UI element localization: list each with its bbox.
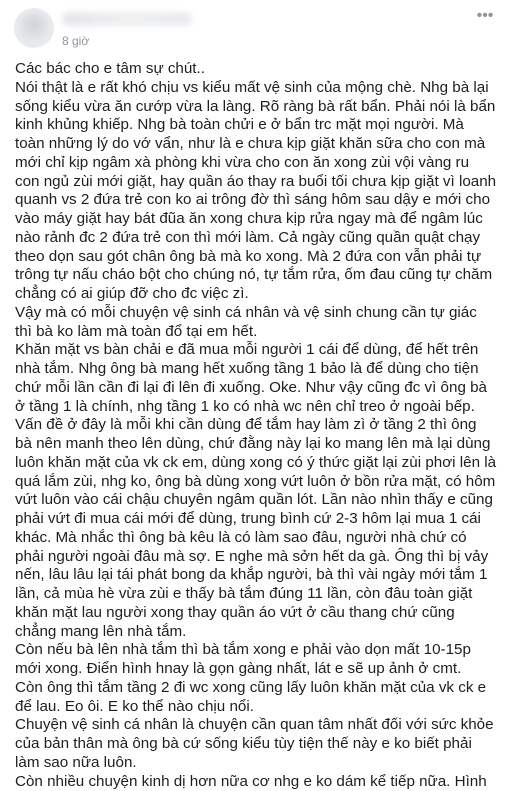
post-paragraph: Các bác cho e tâm sự chút.. (15, 60, 497, 79)
blurred-avatar-image (18, 12, 50, 44)
post-paragraph: Còn nếu bà lên nhà tắm thì bà tắm xong e phải vào dọn mất 10-15p mới xong. Điển hình hnay là gọn gàng nhất, lát e sẽ up ảnh ở cmt. (15, 641, 497, 679)
more-horizontal-icon: ••• (477, 8, 494, 24)
post-paragraph: Nói thật là e rất khó chịu vs kiểu mất vệ sinh của mộng chè. Nhg bà lại sống kiểu vừa ăn cướp vừa la làng. Rõ ràng bà rất bẩn. Phải nói là bẩn kinh khủng khiếp. Nhg bà toàn chửi e ở bẩn trc mặt mọi người. Mà toàn những lý do vớ vẩn, như là e chưa kịp giặt khăn sữa cho con mà mới chỉ kịp ngâm xà phòng khi vừa cho con ăn xong zùi vội vàng ru con ngủ zùi mới giặt, hay quần áo thay ra buổi tối chưa kịp giặt vì loanh quanh vs 2 đứa trẻ con ko ai trông đờ thì sáng hôm sau dậy e mới cho vào máy giặt hay bát đũa ăn xong chưa kịp rửa ngay mà để ngâm lúc nào rảnh đc 2 đứa trẻ con thì mới làm. Cả ngày cũng quần quật chạy theo dọn sau gót chân ông bà mà ko xong. Mà 2 đứa con vẫn phải tự trông tự nấu cháo bột cho chúng nó, tự tắm rửa, ốm đau cũng tự chăm chẳng có ai giúp đỡ cho đc việc zì. (15, 79, 497, 304)
post-paragraph: Còn nhiều chuyện kinh dị hơn nữa cơ nhg e ko dám kể tiếp nữa. Hình (15, 773, 497, 791)
post-paragraph: Vậy mà có mỗi chuyện vệ sinh cá nhân và vệ sinh chung cần tự giác thì bà ko làm mà toàn đổ tại em hết. (15, 304, 497, 342)
post-time-label: 8 giờ (62, 34, 89, 48)
post-paragraph: Chuyện vệ sinh cá nhân là chuyện cần quan tâm nhất đối với sức khỏe của bản thân mà ông bà cứ sống kiểu tùy tiện thế này e ko biết phải làm sao nữa luôn. (15, 716, 497, 772)
post-body (15, 60, 497, 791)
post-header (0, 0, 505, 52)
post-paragraph: Khăn mặt vs bàn chải e đã mua mỗi người 1 cái để dùng, để hết trên nhà tắm. Nhg ông bà mang hết xuống tầng 1 bảo là để dùng cho tiện chứ mỗi lần cần đi lại đi lên đi xuống. Oke. Như vậy cũng đc vì ông bà ở tầng 1 là chính, nhg tầng 1 ko có nhà wc nên chỉ treo ở ngoài bếp. Vấn đề ở đây là mỗi khi cần dùng để tắm hay làm zì ở tầng 2 thì ông bà nên manh theo lên dùng, chứ đằng này lại ko mang lên mà lại dùng luôn khăn mặt của vk ck em, dùng xong có ý thức giặt lại zùi phơi lên là quá lắm zùi, nhg ko, ông bà dùng xong vứt luôn ở bồn rửa mặt, có hôm vứt luôn vào cái chậu chuyên ngâm quần lót. Lần nào nhìn thấy e cũng phải vứt đi mua cái mới để dùng, trung bình cứ 2-3 hôm lại mua 1 cái khác. Mà nhắc thì ông bà kêu là có làm sao đâu, người nhà chứ có phải người ngoài đâu mà sợ. E nghe mà sởn hết da gà. Ông thì bị vảy nến, lâu lâu lại tái phát bong da khắp người, bà thì vài ngày mới tắm 1 lần, cả mùa hè vừa zùi e thấy bà tắm đúng 11 lần, còn đâu toàn giặt khăn mặt lau người xong thay quần áo vứt ở cầu thang chứ cũng chẳng mang lên nhà tắm. (15, 341, 497, 641)
post-paragraph: Còn ông thì tắm tầng 2 đi wc xong cũng lấy luôn khăn mặt của vk ck e để lau. Eo ôi. E ko thể nào chịu nổi. (15, 679, 497, 717)
blurred-author-name[interactable] (62, 12, 192, 26)
avatar[interactable] (14, 8, 54, 48)
post-timestamp[interactable] (62, 34, 89, 48)
post-options-button[interactable] (475, 8, 495, 24)
